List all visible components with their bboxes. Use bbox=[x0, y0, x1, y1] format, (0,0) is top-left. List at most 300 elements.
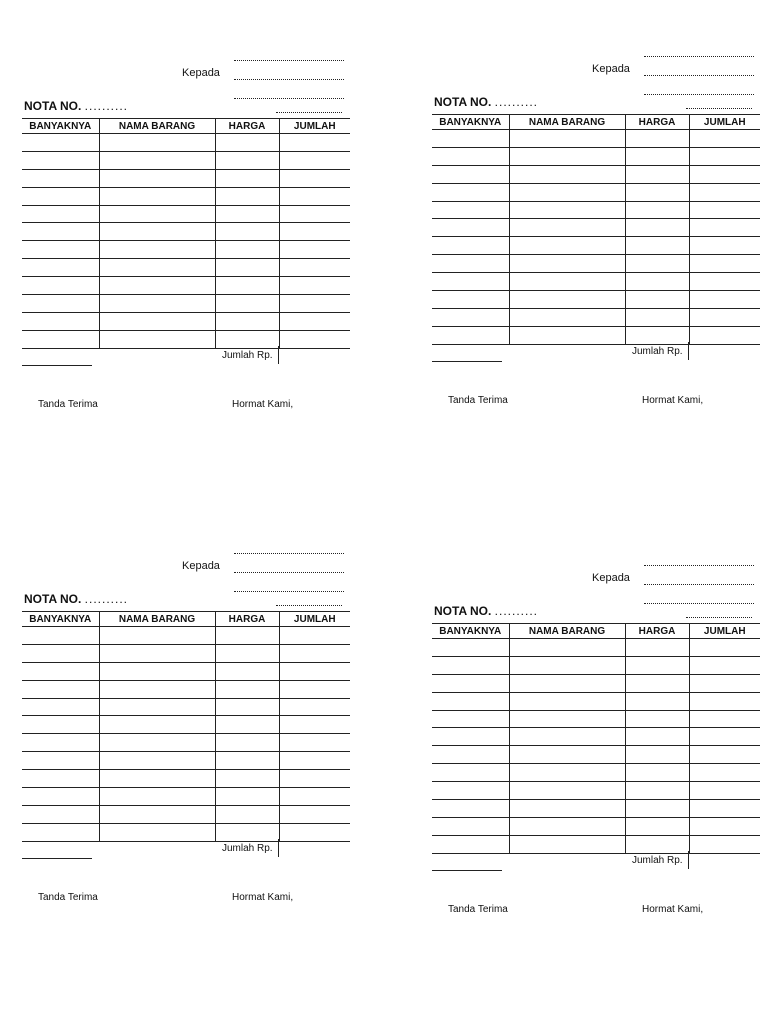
table-cell[interactable] bbox=[22, 734, 99, 752]
nota-number bbox=[434, 604, 538, 618]
table-cell[interactable] bbox=[22, 169, 99, 187]
table-cell[interactable] bbox=[215, 330, 279, 348]
table-row bbox=[22, 187, 350, 205]
table-cell[interactable] bbox=[509, 817, 625, 835]
table-row bbox=[432, 817, 760, 835]
table-cell[interactable] bbox=[689, 674, 760, 692]
table-cell[interactable] bbox=[279, 134, 350, 152]
table-cell[interactable] bbox=[22, 788, 99, 806]
tanda-terima-label: Tanda Terima bbox=[448, 395, 508, 406]
table-row bbox=[432, 130, 760, 148]
table-cell[interactable] bbox=[99, 312, 215, 330]
table-cell[interactable] bbox=[432, 800, 509, 818]
nota-no-dots[interactable]: .......... bbox=[84, 99, 129, 113]
table-row bbox=[22, 277, 350, 295]
column-header: JUMLAH bbox=[689, 624, 760, 639]
table-cell[interactable] bbox=[279, 752, 350, 770]
table-cell[interactable] bbox=[215, 805, 279, 823]
table-cell[interactable] bbox=[279, 698, 350, 716]
table-cell[interactable] bbox=[215, 734, 279, 752]
date-field[interactable] bbox=[276, 106, 342, 113]
nota-number bbox=[24, 99, 128, 113]
table-cell[interactable] bbox=[22, 644, 99, 662]
nota-no-dots[interactable]: .......... bbox=[494, 95, 539, 109]
table-cell[interactable] bbox=[689, 692, 760, 710]
table-cell[interactable] bbox=[99, 223, 215, 241]
table-row bbox=[22, 644, 350, 662]
table-cell[interactable] bbox=[689, 728, 760, 746]
table-row bbox=[22, 734, 350, 752]
table-row bbox=[432, 165, 760, 183]
table-cell[interactable] bbox=[215, 627, 279, 645]
table-cell[interactable] bbox=[625, 674, 689, 692]
table-cell[interactable] bbox=[625, 782, 689, 800]
table-row bbox=[22, 312, 350, 330]
table-cell[interactable] bbox=[279, 788, 350, 806]
table-cell[interactable] bbox=[689, 237, 760, 255]
table-cell[interactable] bbox=[432, 165, 509, 183]
hormat-kami-label: Hormat Kami, bbox=[642, 395, 704, 406]
table-cell[interactable] bbox=[689, 800, 760, 818]
table-row bbox=[432, 183, 760, 201]
table-cell[interactable] bbox=[509, 147, 625, 165]
column-header: JUMLAH bbox=[279, 119, 350, 134]
table-cell[interactable] bbox=[22, 187, 99, 205]
table-cell[interactable] bbox=[509, 308, 625, 326]
table-cell[interactable] bbox=[689, 165, 760, 183]
kepada-label: Kepada bbox=[592, 63, 630, 75]
table-cell[interactable] bbox=[99, 151, 215, 169]
table-cell[interactable] bbox=[99, 205, 215, 223]
table-cell[interactable] bbox=[689, 308, 760, 326]
table-row bbox=[432, 255, 760, 273]
column-header: NAMA BARANG bbox=[99, 119, 215, 134]
column-header: NAMA BARANG bbox=[99, 612, 215, 627]
column-header: BANYAKNYA bbox=[22, 612, 99, 627]
table-cell[interactable] bbox=[625, 764, 689, 782]
table-cell[interactable] bbox=[432, 326, 509, 344]
table-cell[interactable] bbox=[215, 644, 279, 662]
nota-form-bottom-right bbox=[432, 555, 762, 935]
table-cell[interactable] bbox=[689, 130, 760, 148]
table-cell[interactable] bbox=[22, 330, 99, 348]
table-cell[interactable] bbox=[215, 169, 279, 187]
nota-no-label: NOTA NO. bbox=[434, 95, 492, 109]
table-cell[interactable] bbox=[22, 752, 99, 770]
kepada-label: Kepada bbox=[182, 67, 220, 79]
table-cell[interactable] bbox=[279, 187, 350, 205]
table-cell[interactable] bbox=[689, 255, 760, 273]
table-cell[interactable] bbox=[625, 692, 689, 710]
table-cell[interactable] bbox=[689, 291, 760, 309]
table-cell[interactable] bbox=[279, 259, 350, 277]
table-cell[interactable] bbox=[215, 295, 279, 313]
table-cell[interactable] bbox=[689, 746, 760, 764]
table-row bbox=[22, 241, 350, 259]
signature-line bbox=[432, 870, 502, 871]
table-cell[interactable] bbox=[689, 817, 760, 835]
table-cell[interactable] bbox=[509, 639, 625, 657]
table-row bbox=[432, 237, 760, 255]
table-row bbox=[22, 627, 350, 645]
table-cell[interactable] bbox=[279, 151, 350, 169]
table-row bbox=[432, 710, 760, 728]
table-cell[interactable] bbox=[625, 165, 689, 183]
nota-no-dots[interactable]: .......... bbox=[84, 592, 129, 606]
table-cell[interactable] bbox=[432, 308, 509, 326]
table-cell[interactable] bbox=[689, 710, 760, 728]
table-row bbox=[432, 147, 760, 165]
table-cell[interactable] bbox=[22, 770, 99, 788]
table-cell[interactable] bbox=[215, 277, 279, 295]
table-cell[interactable] bbox=[215, 259, 279, 277]
table-row bbox=[432, 326, 760, 344]
nota-no-label: NOTA NO. bbox=[24, 99, 82, 113]
table-cell[interactable] bbox=[99, 680, 215, 698]
table-cell[interactable] bbox=[279, 295, 350, 313]
table-cell[interactable] bbox=[509, 764, 625, 782]
table-cell[interactable] bbox=[625, 183, 689, 201]
signature-line bbox=[22, 858, 92, 859]
table-cell[interactable] bbox=[625, 130, 689, 148]
recipient-line-1[interactable] bbox=[644, 555, 754, 566]
recipient-line-3[interactable] bbox=[234, 581, 344, 592]
table-cell[interactable] bbox=[99, 330, 215, 348]
table-cell[interactable] bbox=[625, 237, 689, 255]
items-table bbox=[432, 623, 760, 854]
nota-form-bottom-left bbox=[22, 543, 352, 923]
table-row bbox=[22, 716, 350, 734]
table-cell[interactable] bbox=[99, 805, 215, 823]
table-cell[interactable] bbox=[432, 674, 509, 692]
table-cell[interactable] bbox=[689, 273, 760, 291]
table-cell[interactable] bbox=[99, 788, 215, 806]
table-cell[interactable] bbox=[279, 805, 350, 823]
column-header: BANYAKNYA bbox=[432, 624, 509, 639]
table-cell[interactable] bbox=[689, 639, 760, 657]
recipient-line-2[interactable] bbox=[234, 562, 344, 573]
table-cell[interactable] bbox=[509, 291, 625, 309]
table-cell[interactable] bbox=[22, 716, 99, 734]
table-row bbox=[432, 728, 760, 746]
table-cell[interactable] bbox=[22, 698, 99, 716]
table-cell[interactable] bbox=[22, 205, 99, 223]
table-cell[interactable] bbox=[22, 680, 99, 698]
table-cell[interactable] bbox=[99, 644, 215, 662]
table-cell[interactable] bbox=[215, 134, 279, 152]
table-cell[interactable] bbox=[689, 764, 760, 782]
table-cell[interactable] bbox=[509, 800, 625, 818]
table-cell[interactable] bbox=[22, 627, 99, 645]
table-cell[interactable] bbox=[509, 746, 625, 764]
table-cell[interactable] bbox=[625, 835, 689, 853]
column-header: JUMLAH bbox=[689, 115, 760, 130]
table-cell[interactable] bbox=[625, 710, 689, 728]
nota-form-top-left bbox=[22, 50, 352, 430]
table-cell[interactable] bbox=[625, 147, 689, 165]
table-cell[interactable] bbox=[625, 308, 689, 326]
column-header: HARGA bbox=[215, 119, 279, 134]
nota-form-top-right bbox=[432, 46, 762, 426]
table-cell[interactable] bbox=[279, 205, 350, 223]
total-divider bbox=[278, 346, 279, 364]
table-row bbox=[22, 788, 350, 806]
table-cell[interactable] bbox=[22, 134, 99, 152]
table-cell[interactable] bbox=[625, 800, 689, 818]
table-cell[interactable] bbox=[99, 770, 215, 788]
recipient-line-2[interactable] bbox=[644, 574, 754, 585]
table-cell[interactable] bbox=[689, 147, 760, 165]
table-cell[interactable] bbox=[99, 734, 215, 752]
table-cell[interactable] bbox=[215, 680, 279, 698]
table-cell[interactable] bbox=[99, 259, 215, 277]
table-cell[interactable] bbox=[22, 277, 99, 295]
table-row bbox=[22, 259, 350, 277]
table-cell[interactable] bbox=[625, 728, 689, 746]
table-row bbox=[22, 752, 350, 770]
recipient-line-1[interactable] bbox=[644, 46, 754, 57]
items-table bbox=[22, 118, 350, 349]
table-cell[interactable] bbox=[432, 130, 509, 148]
table-cell[interactable] bbox=[509, 255, 625, 273]
table-cell[interactable] bbox=[625, 255, 689, 273]
table-cell[interactable] bbox=[432, 219, 509, 237]
total-divider bbox=[688, 342, 689, 360]
table-cell[interactable] bbox=[99, 823, 215, 841]
table-cell[interactable] bbox=[625, 746, 689, 764]
table-cell[interactable] bbox=[99, 295, 215, 313]
table-cell[interactable] bbox=[99, 752, 215, 770]
table-cell[interactable] bbox=[215, 151, 279, 169]
recipient-line-2[interactable] bbox=[234, 69, 344, 80]
hormat-kami-label: Hormat Kami, bbox=[232, 399, 294, 410]
table-cell[interactable] bbox=[432, 656, 509, 674]
table-cell[interactable] bbox=[509, 201, 625, 219]
column-header: HARGA bbox=[215, 612, 279, 627]
table-cell[interactable] bbox=[625, 291, 689, 309]
table-cell[interactable] bbox=[689, 782, 760, 800]
table-cell[interactable] bbox=[215, 752, 279, 770]
table-cell[interactable] bbox=[279, 330, 350, 348]
table-cell[interactable] bbox=[22, 662, 99, 680]
table-cell[interactable] bbox=[432, 291, 509, 309]
table-cell[interactable] bbox=[509, 782, 625, 800]
table-cell[interactable] bbox=[509, 130, 625, 148]
table-row bbox=[22, 330, 350, 348]
table-cell[interactable] bbox=[279, 662, 350, 680]
recipient-line-3[interactable] bbox=[644, 84, 754, 95]
table-cell[interactable] bbox=[215, 187, 279, 205]
table-cell[interactable] bbox=[279, 627, 350, 645]
table-cell[interactable] bbox=[509, 273, 625, 291]
table-cell[interactable] bbox=[279, 241, 350, 259]
nota-number bbox=[434, 95, 538, 109]
date-field[interactable] bbox=[276, 599, 342, 606]
table-cell[interactable] bbox=[22, 295, 99, 313]
table-cell[interactable] bbox=[432, 255, 509, 273]
table-cell[interactable] bbox=[279, 680, 350, 698]
items-table bbox=[432, 114, 760, 345]
table-cell[interactable] bbox=[279, 716, 350, 734]
table-row bbox=[22, 151, 350, 169]
recipient-line-2[interactable] bbox=[644, 65, 754, 76]
table-cell[interactable] bbox=[689, 201, 760, 219]
table-cell[interactable] bbox=[22, 823, 99, 841]
table-cell[interactable] bbox=[215, 698, 279, 716]
table-cell[interactable] bbox=[99, 662, 215, 680]
table-cell[interactable] bbox=[215, 205, 279, 223]
column-header: NAMA BARANG bbox=[509, 624, 625, 639]
table-cell[interactable] bbox=[432, 835, 509, 853]
table-row bbox=[432, 800, 760, 818]
table-cell[interactable] bbox=[509, 692, 625, 710]
jumlah-rp-label: Jumlah Rp. bbox=[222, 350, 273, 361]
table-cell[interactable] bbox=[509, 237, 625, 255]
table-cell[interactable] bbox=[432, 782, 509, 800]
table-cell[interactable] bbox=[99, 187, 215, 205]
table-cell[interactable] bbox=[22, 151, 99, 169]
table-cell[interactable] bbox=[625, 273, 689, 291]
table-cell[interactable] bbox=[509, 835, 625, 853]
table-cell[interactable] bbox=[279, 644, 350, 662]
nota-number bbox=[24, 592, 128, 606]
table-cell[interactable] bbox=[625, 639, 689, 657]
table-cell[interactable] bbox=[509, 183, 625, 201]
table-cell[interactable] bbox=[625, 656, 689, 674]
table-cell[interactable] bbox=[625, 219, 689, 237]
table-cell[interactable] bbox=[689, 656, 760, 674]
table-cell[interactable] bbox=[432, 692, 509, 710]
table-cell[interactable] bbox=[279, 312, 350, 330]
table-cell[interactable] bbox=[509, 674, 625, 692]
table-cell[interactable] bbox=[99, 134, 215, 152]
table-cell[interactable] bbox=[215, 770, 279, 788]
table-cell[interactable] bbox=[22, 223, 99, 241]
table-cell[interactable] bbox=[432, 746, 509, 764]
table-row bbox=[432, 639, 760, 657]
date-field[interactable] bbox=[686, 611, 752, 618]
jumlah-rp-label: Jumlah Rp. bbox=[222, 843, 273, 854]
table-cell[interactable] bbox=[22, 805, 99, 823]
table-cell[interactable] bbox=[509, 710, 625, 728]
nota-no-label: NOTA NO. bbox=[24, 592, 82, 606]
recipient-line-1[interactable] bbox=[234, 50, 344, 61]
table-row bbox=[22, 698, 350, 716]
table-cell[interactable] bbox=[432, 817, 509, 835]
table-cell[interactable] bbox=[279, 277, 350, 295]
table-cell[interactable] bbox=[689, 219, 760, 237]
table-row bbox=[432, 291, 760, 309]
table-cell[interactable] bbox=[432, 710, 509, 728]
table-row bbox=[432, 656, 760, 674]
jumlah-rp-label: Jumlah Rp. bbox=[632, 346, 683, 357]
table-cell[interactable] bbox=[99, 277, 215, 295]
table-cell[interactable] bbox=[279, 734, 350, 752]
table-row bbox=[22, 134, 350, 152]
table-cell[interactable] bbox=[215, 662, 279, 680]
table-cell[interactable] bbox=[432, 273, 509, 291]
nota-no-label: NOTA NO. bbox=[434, 604, 492, 618]
table-row bbox=[22, 295, 350, 313]
table-cell[interactable] bbox=[509, 728, 625, 746]
table-cell[interactable] bbox=[215, 823, 279, 841]
table-cell[interactable] bbox=[689, 326, 760, 344]
kepada-label: Kepada bbox=[592, 572, 630, 584]
table-row bbox=[432, 273, 760, 291]
table-cell[interactable] bbox=[509, 219, 625, 237]
table-cell[interactable] bbox=[279, 770, 350, 788]
table-cell[interactable] bbox=[22, 241, 99, 259]
table-cell[interactable] bbox=[509, 656, 625, 674]
table-cell[interactable] bbox=[99, 698, 215, 716]
table-row bbox=[22, 805, 350, 823]
total-divider bbox=[688, 851, 689, 869]
table-row bbox=[22, 662, 350, 680]
table-cell[interactable] bbox=[279, 223, 350, 241]
table-cell[interactable] bbox=[625, 326, 689, 344]
table-cell[interactable] bbox=[99, 716, 215, 734]
table-cell[interactable] bbox=[215, 312, 279, 330]
table-cell[interactable] bbox=[625, 817, 689, 835]
table-cell[interactable] bbox=[99, 169, 215, 187]
tanda-terima-label: Tanda Terima bbox=[38, 892, 98, 903]
table-cell[interactable] bbox=[279, 823, 350, 841]
table-cell[interactable] bbox=[689, 835, 760, 853]
table-cell[interactable] bbox=[99, 241, 215, 259]
table-row bbox=[432, 782, 760, 800]
table-cell[interactable] bbox=[22, 259, 99, 277]
table-cell[interactable] bbox=[215, 788, 279, 806]
table-row bbox=[432, 835, 760, 853]
table-cell[interactable] bbox=[432, 764, 509, 782]
table-cell[interactable] bbox=[215, 241, 279, 259]
table-cell[interactable] bbox=[279, 169, 350, 187]
table-cell[interactable] bbox=[432, 183, 509, 201]
table-cell[interactable] bbox=[509, 165, 625, 183]
table-row bbox=[432, 764, 760, 782]
table-row bbox=[22, 223, 350, 241]
table-cell[interactable] bbox=[689, 183, 760, 201]
items-table bbox=[22, 611, 350, 842]
column-header: BANYAKNYA bbox=[22, 119, 99, 134]
table-cell[interactable] bbox=[99, 627, 215, 645]
table-row bbox=[432, 746, 760, 764]
table-cell[interactable] bbox=[215, 716, 279, 734]
table-cell[interactable] bbox=[22, 312, 99, 330]
table-row bbox=[22, 823, 350, 841]
table-cell[interactable] bbox=[509, 326, 625, 344]
table-cell[interactable] bbox=[625, 201, 689, 219]
table-row bbox=[22, 169, 350, 187]
table-row bbox=[432, 201, 760, 219]
hormat-kami-label: Hormat Kami, bbox=[232, 892, 294, 903]
table-cell[interactable] bbox=[215, 223, 279, 241]
table-cell[interactable] bbox=[432, 728, 509, 746]
column-header: BANYAKNYA bbox=[432, 115, 509, 130]
table-cell[interactable] bbox=[432, 639, 509, 657]
nota-no-dots[interactable]: .......... bbox=[494, 604, 539, 618]
table-cell[interactable] bbox=[432, 147, 509, 165]
recipient-line-3[interactable] bbox=[644, 593, 754, 604]
date-field[interactable] bbox=[686, 102, 752, 109]
tanda-terima-label: Tanda Terima bbox=[38, 399, 98, 410]
table-cell[interactable] bbox=[432, 201, 509, 219]
table-row bbox=[432, 692, 760, 710]
recipient-line-1[interactable] bbox=[234, 543, 344, 554]
recipient-line-3[interactable] bbox=[234, 88, 344, 99]
table-cell[interactable] bbox=[432, 237, 509, 255]
table-row bbox=[22, 205, 350, 223]
